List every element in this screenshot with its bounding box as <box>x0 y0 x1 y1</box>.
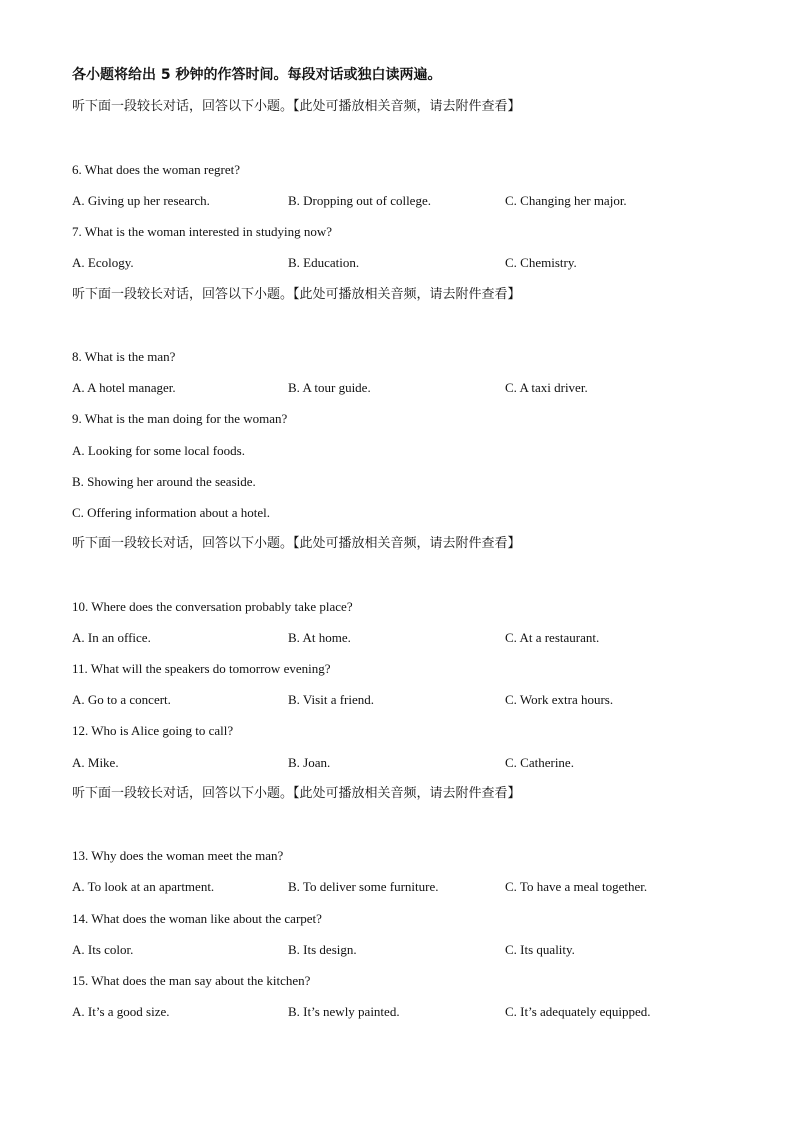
question-10: 10. Where does the conversation probably take place? <box>72 599 353 614</box>
option-8b: B. A tour guide. <box>288 380 371 395</box>
option-14b: B. Its design. <box>288 942 357 957</box>
option-10b: B. At home. <box>288 630 351 645</box>
option-11b: B. Visit a friend. <box>288 692 374 707</box>
option-7a: A. Ecology. <box>72 255 134 270</box>
option-14c: C. Its quality. <box>505 942 575 957</box>
section-instruction: 听下面一段较长对话，回答以下小题。【此处可播放相关音频，请去附件查看】 <box>72 287 521 302</box>
question-8: 8. What is the man? <box>72 349 176 364</box>
option-10c: C. At a restaurant. <box>505 630 600 645</box>
option-13a: A. To look at an apartment. <box>72 879 215 894</box>
question-11: 11. What will the speakers do tomorrow evening? <box>72 661 331 676</box>
option-7c: C. Chemistry. <box>505 255 577 270</box>
question-12: 12. Who is Alice going to call? <box>72 723 234 738</box>
option-10a: A. In an office. <box>72 630 151 645</box>
option-11c: C. Work extra hours. <box>505 692 614 707</box>
question-15: 15. What does the man say about the kitchen? <box>72 973 311 988</box>
option-6b: B. Dropping out of college. <box>288 193 431 208</box>
option-14a: A. Its color. <box>72 942 134 957</box>
option-9b: B. Showing her around the seaside. <box>72 474 256 489</box>
option-12a: A. Mike. <box>72 755 119 770</box>
intro-text: 各小题将给出 5 秒钟的作答时间。每段对话或独白读两遍。 <box>72 67 442 83</box>
option-11a: A. Go to a concert. <box>72 692 171 707</box>
option-9c: C. Offering information about a hotel. <box>72 505 270 520</box>
option-9a: A. Looking for some local foods. <box>72 443 245 458</box>
question-6: 6. What does the woman regret? <box>72 162 240 177</box>
option-6c: C. Changing her major. <box>505 193 627 208</box>
question-13: 13. Why does the woman meet the man? <box>72 848 284 863</box>
option-12b: B. Joan. <box>288 755 331 770</box>
option-13c: C. To have a meal together. <box>505 879 648 894</box>
option-8c: C. A taxi driver. <box>505 380 588 395</box>
option-13b: B. To deliver some furniture. <box>288 879 439 894</box>
option-15a: A. It’s a good size. <box>72 1004 170 1019</box>
section-instruction: 听下面一段较长对话，回答以下小题。【此处可播放相关音频，请去附件查看】 <box>72 99 521 114</box>
option-15b: B. It’s newly painted. <box>288 1004 400 1019</box>
question-14: 14. What does the woman like about the carpet? <box>72 911 322 926</box>
option-8a: A. A hotel manager. <box>72 380 176 395</box>
option-6a: A. Giving up her research. <box>72 193 210 208</box>
question-9: 9. What is the man doing for the woman? <box>72 411 288 426</box>
section-instruction: 听下面一段较长对话，回答以下小题。【此处可播放相关音频，请去附件查看】 <box>72 786 521 801</box>
option-15c: C. It’s adequately equipped. <box>505 1004 651 1019</box>
question-7: 7. What is the woman interested in studying now? <box>72 224 333 239</box>
option-7b: B. Education. <box>288 255 360 270</box>
section-instruction: 听下面一段较长对话，回答以下小题。【此处可播放相关音频，请去附件查看】 <box>72 536 521 551</box>
option-12c: C. Catherine. <box>505 755 574 770</box>
